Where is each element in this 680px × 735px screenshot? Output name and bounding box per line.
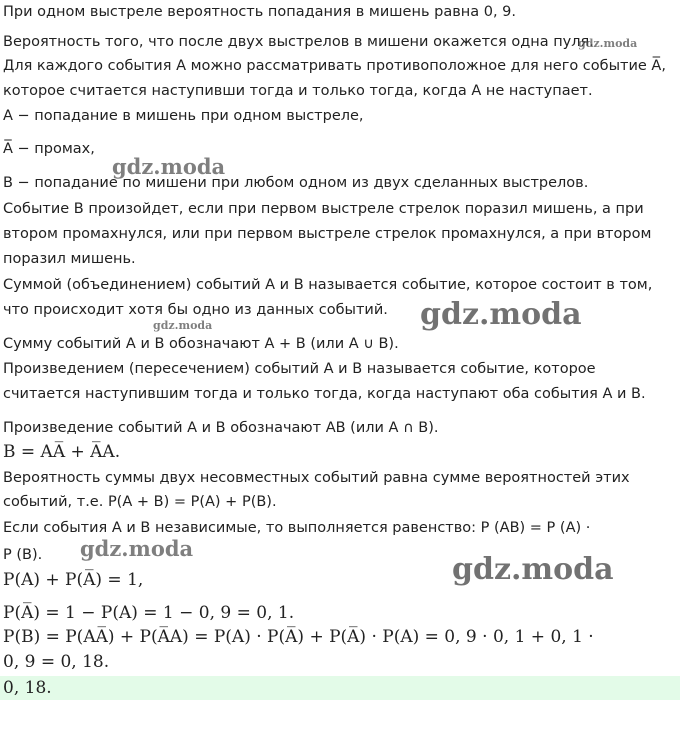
watermark: gdz.moda xyxy=(452,552,614,587)
text-line: A̅ − промах, xyxy=(3,141,95,157)
text-line: втором промахнулся, или при первом выстреле стрелок промахнулся, а при втором xyxy=(3,226,652,242)
text-line: поразил мишень. xyxy=(3,251,136,267)
text-line: При одном выстреле вероятность попадания в мишень равна 0, 9. xyxy=(3,4,517,20)
text-line: что происходит хотя бы одно из данных событий. xyxy=(3,302,388,318)
watermark: gdz.moda xyxy=(80,536,194,561)
text-line: Для каждого события A можно рассматривать противоположное для него событие A̅, xyxy=(3,58,666,74)
formula-line: B = AA̅ + A̅A. xyxy=(3,442,121,462)
text-line: A − попадание в мишень при одном выстреле, xyxy=(3,108,364,124)
text-line: P (B). xyxy=(3,547,43,563)
formula-line: P(B) = P(AA̅) + P(A̅A) = P(A) · P(A̅) + P(A̅) · P(A) = 0, 9 · 0, 1 + 0, 1 · xyxy=(3,627,594,647)
text-line: Сумму событий A и B обозначают A + B (или A ∪ B). xyxy=(3,336,399,352)
watermark: gdz.moda xyxy=(153,319,213,332)
watermark: gdz.moda xyxy=(578,37,638,50)
formula-line: 0, 9 = 0, 18. xyxy=(3,652,110,672)
text-line: Событие B произойдет, если при первом выстреле стрелок поразил мишень, а при xyxy=(3,201,644,217)
text-line: которое считается наступивши тогда и только тогда, когда A не наступает. xyxy=(3,83,593,99)
text-line: Произведением (пересечением) событий A и B называется событие, которое xyxy=(3,361,596,377)
text-line: считается наступившим тогда и только тогда, когда наступают оба события A и B. xyxy=(3,386,646,402)
text-line: Суммой (объединением) событий A и B называется событие, которое состоит в том, xyxy=(3,277,653,293)
watermark: gdz.moda xyxy=(112,154,226,179)
text-line: событий, т.е. P(A + B) = P(A) + P(B). xyxy=(3,494,277,510)
text-line: Вероятность того, что после двух выстрелов в мишени окажется одна пуля. xyxy=(3,34,594,50)
text-line: Вероятность суммы двух несовместных событий равна сумме вероятностей этих xyxy=(3,470,630,486)
text-line: Если события A и B независимые, то выполняется равенство: P (AB) = P (A) · xyxy=(3,520,591,536)
formula-line: P(A) + P(A̅) = 1, xyxy=(3,570,144,590)
answer-value: 0, 18. xyxy=(3,678,52,698)
text-line: B − попадание по мишени при любом одном из двух сделанных выстрелов. xyxy=(3,175,589,191)
text-line: Произведение событий A и B обозначают AB (или A ∩ B). xyxy=(3,420,439,436)
watermark: gdz.moda xyxy=(420,297,582,332)
answer-box xyxy=(0,676,680,700)
formula-line: P(A̅) = 1 − P(A) = 1 − 0, 9 = 0, 1. xyxy=(3,603,295,623)
